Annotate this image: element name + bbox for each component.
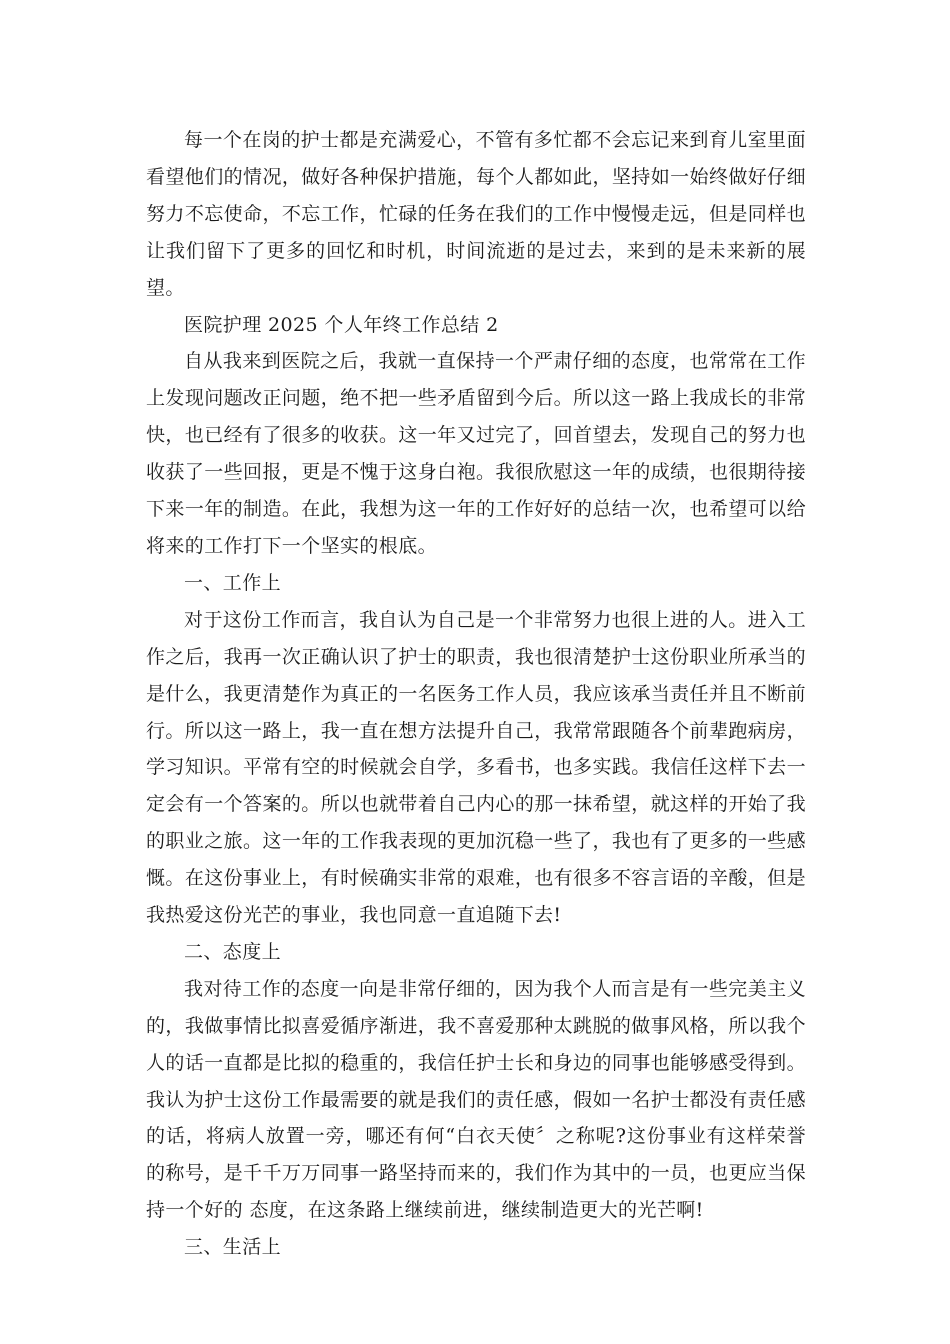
section-title: 医院护理 2025 个人年终工作总结 2: [184, 313, 499, 336]
paragraph-work: 对于这份工作而言，我自认为自己是一个非常努力也很上进的人。进入工作之后，我再一次正确认识了护士的职责，我也很清楚护士这份职业所承当的是什么，我更清楚作为真正的一名医务工作人员，我应该承当责任并且不断前行。所以这一路上，我一直在想方法提升自己，我常常跟随各个前辈跑病房，学习知识。平常有空的时候就会自学，多看书，也多实践。我信任这样下去一定会有一个答案的。所以也就带着自己内心的那一抹希望，就这样的开始了我的职业之旅。这一年的工作我表现的更加沉稳一些了，我也有了更多的一些感慨。在这份事业上，有时候确实非常的艰难，也有很多不容言语的辛酸，但是我热爱这份光芒的事业，我也同意一直追随下去!: [146, 608, 806, 927]
paragraph-overview: 自从我来到医院之后，我就一直保持一个严肃仔细的态度，也常常在工作上发现问题改正问题，绝不把一些矛盾留到今后。所以这一路上我成长的非常快，也已经有了很多的收获。这一年又过完了，回首望去，发现自己的努力也收获了一些回报，更是不愧于这身白袍。我很欣慰这一年的成绩，也很期待接下来一年的制造。在此，我想为这一年的工作好好的总结一次，也希望可以给将来的工作打下一个坚实的根底。: [146, 350, 806, 557]
paragraph-attitude: 我对待工作的态度一向是非常仔细的，因为我个人而言是有一些完美主义的，我做事情比拟喜爱循序渐进，我不喜爱那种太跳脱的做事风格，所以我个人的话一直都是比拟的稳重的，我信任护士长和身边的同事也能够感受得到。我认为护士这份工作最需要的就是我们的责任感，假如一名护士都没有责任感的话，将病人放置一旁，哪还有何“白衣天使〞之称呢?这份事业有这样荣誉的称号，是千千万万同事一路坚持而来的，我们作为其中的一员，也更应当保持一个好的 态度，在这条路上继续前进，继续制造更大的光芒啊!: [146, 977, 806, 1222]
heading-life: 三、生活上: [184, 1236, 282, 1259]
paragraph-intro: 每一个在岗的护士都是充满爱心，不管有多忙都不会忘记来到育儿室里面看望他们的情况，做好各种保护措施，每个人都如此，坚持如一始终做好仔细努力不忘使命，不忘工作，忙碌的任务在我们的工作中慢慢走远，但是同样也让我们留下了更多的回忆和时机，时间流逝的是过去，来到的是未来新的展望。: [146, 129, 806, 299]
heading-attitude: 二、态度上: [184, 940, 282, 963]
heading-work: 一、工作上: [184, 571, 282, 594]
document-page: [146, 122, 806, 1266]
